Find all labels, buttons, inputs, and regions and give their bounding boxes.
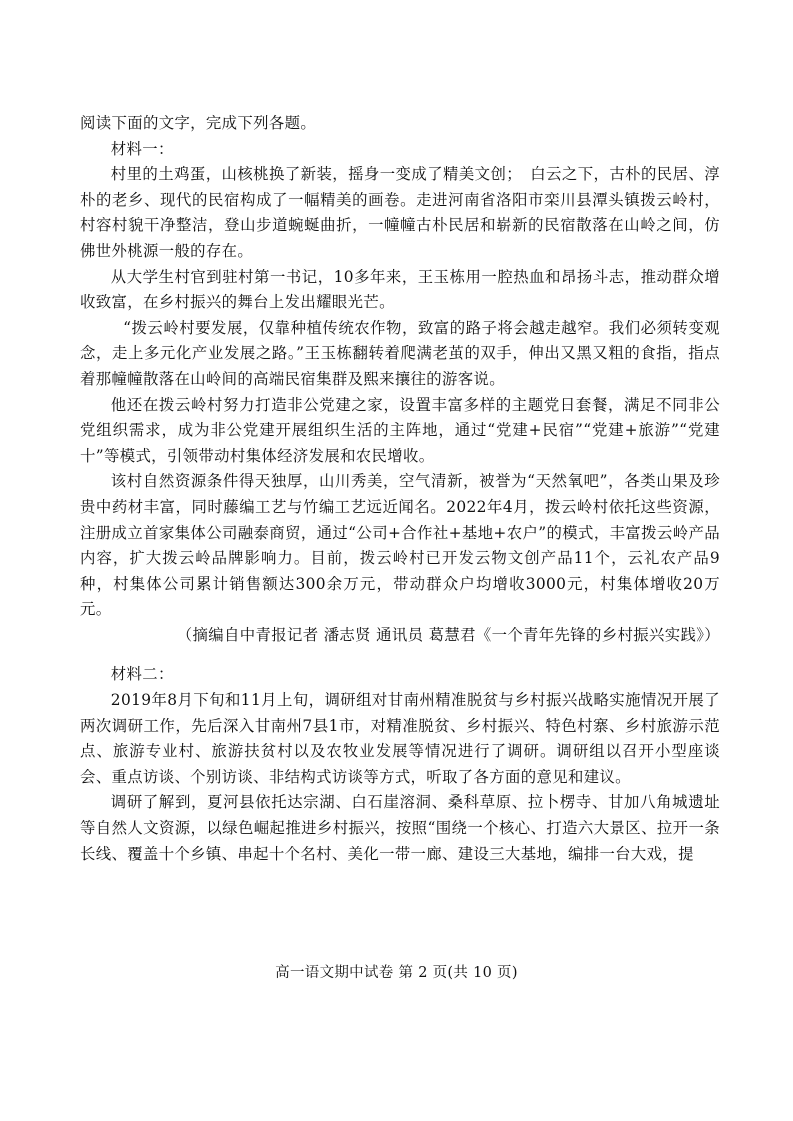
page-footer: 高一语文期中试卷 第 2 页(共 10 页) bbox=[275, 965, 518, 981]
material-2-heading: 材料二： bbox=[110, 665, 174, 684]
material-1-paragraph: “拨云岭村要发展，仅靠种植传统农作物，致富的路子将会越走越窄。我们必须转变观念，走上多元化产业发展之路。”王玉栋翻转着爬满老茧的双手，伸出又黑又粗的食指，指点着那幢幢散落在山岭间的高端民宿集群及熙来攘往的游客说。 bbox=[80, 318, 720, 388]
material-1-source: （摘编自中青报记者 潘志贤 通讯员 葛慧君《一个青年先锋的乡村振兴实践》） bbox=[176, 625, 720, 644]
material-1-heading: 材料一： bbox=[110, 139, 174, 158]
material-2-paragraph: 2019年8月下旬和11月上旬，调研组对甘南州精准脱贫与乡村振兴战略实施情况开展了两次调研工作，先后深入甘南州7县1市，对精准脱贫、乡村振兴、特色村寨、乡村旅游示范点、旅游专业村、旅游扶贫村以及农牧业发展等情况进行了调研。调研组以召开小型座谈会、重点访谈、个别访谈、非结构式访谈等方式，听取了各方面的意见和建议。 bbox=[80, 691, 720, 786]
material-1-paragraph: 从大学生村官到驻村第一书记，10多年来，王玉栋用一腔热血和昂扬斗志，推动群众增收致富，在乡村振兴的舞台上发出耀眼光芒。 bbox=[80, 267, 720, 312]
material-1-paragraph: 他还在拨云岭村努力打造非公党建之家，设置丰富多样的主题党日套餐，满足不同非公党组织需求，成为非公党建开展组织生活的主阵地，通过“党建+民宿”“党建+旅游”“党建十”等模式，引领带动村集体经济发展和农民增收。 bbox=[80, 395, 720, 465]
reading-passage bbox=[80, 111, 720, 867]
material-1-paragraph: 该村自然资源条件得天独厚，山川秀美，空气清新，被誉为“天然氧吧”，各类山果及珍贵中药材丰富，同时藤编工艺与竹编工艺远近闻名。2022年4月，拨云岭村依托这些资源，注册成立首家集体公司融泰商贸，通过“公司+合作社+基地+农户”的模式，丰富拨云岭产品内容，扩大拨云岭品牌影响力。目前，拨云岭村已开发云物文创产品11个，云礼农产品9种，村集体公司累计销售额达300余万元，带动群众户均增收3000元，村集体增收20万元。 bbox=[80, 472, 720, 619]
material-2-paragraph: 调研了解到，夏河县依托达宗湖、白石崖溶洞、桑科草原、拉卜楞寺、甘加八角城遗址等自然人文资源，以绿色崛起推进乡村振兴，按照“围绕一个核心、打造六大景区、拉开一条长线、覆盖十个乡镇、串起十个名村、美化一带一廊、建设三大基地，编排一台大戏，提 bbox=[80, 793, 720, 863]
material-1-paragraph: 村里的土鸡蛋，山核桃换了新装，摇身一变成了精美文创； 白云之下，古朴的民居、淳朴的老乡、现代的民宿构成了一幅精美的画卷。走进河南省洛阳市栾川县潭头镇拨云岭村，村容村貌干净整洁，登山步道蜿蜒曲折，一幢幢古朴民居和崭新的民宿散落在山岭之间，仿佛世外桃源一般的存在。 bbox=[80, 165, 720, 260]
instructions: 阅读下面的文字，完成下列各题。 bbox=[80, 114, 317, 132]
